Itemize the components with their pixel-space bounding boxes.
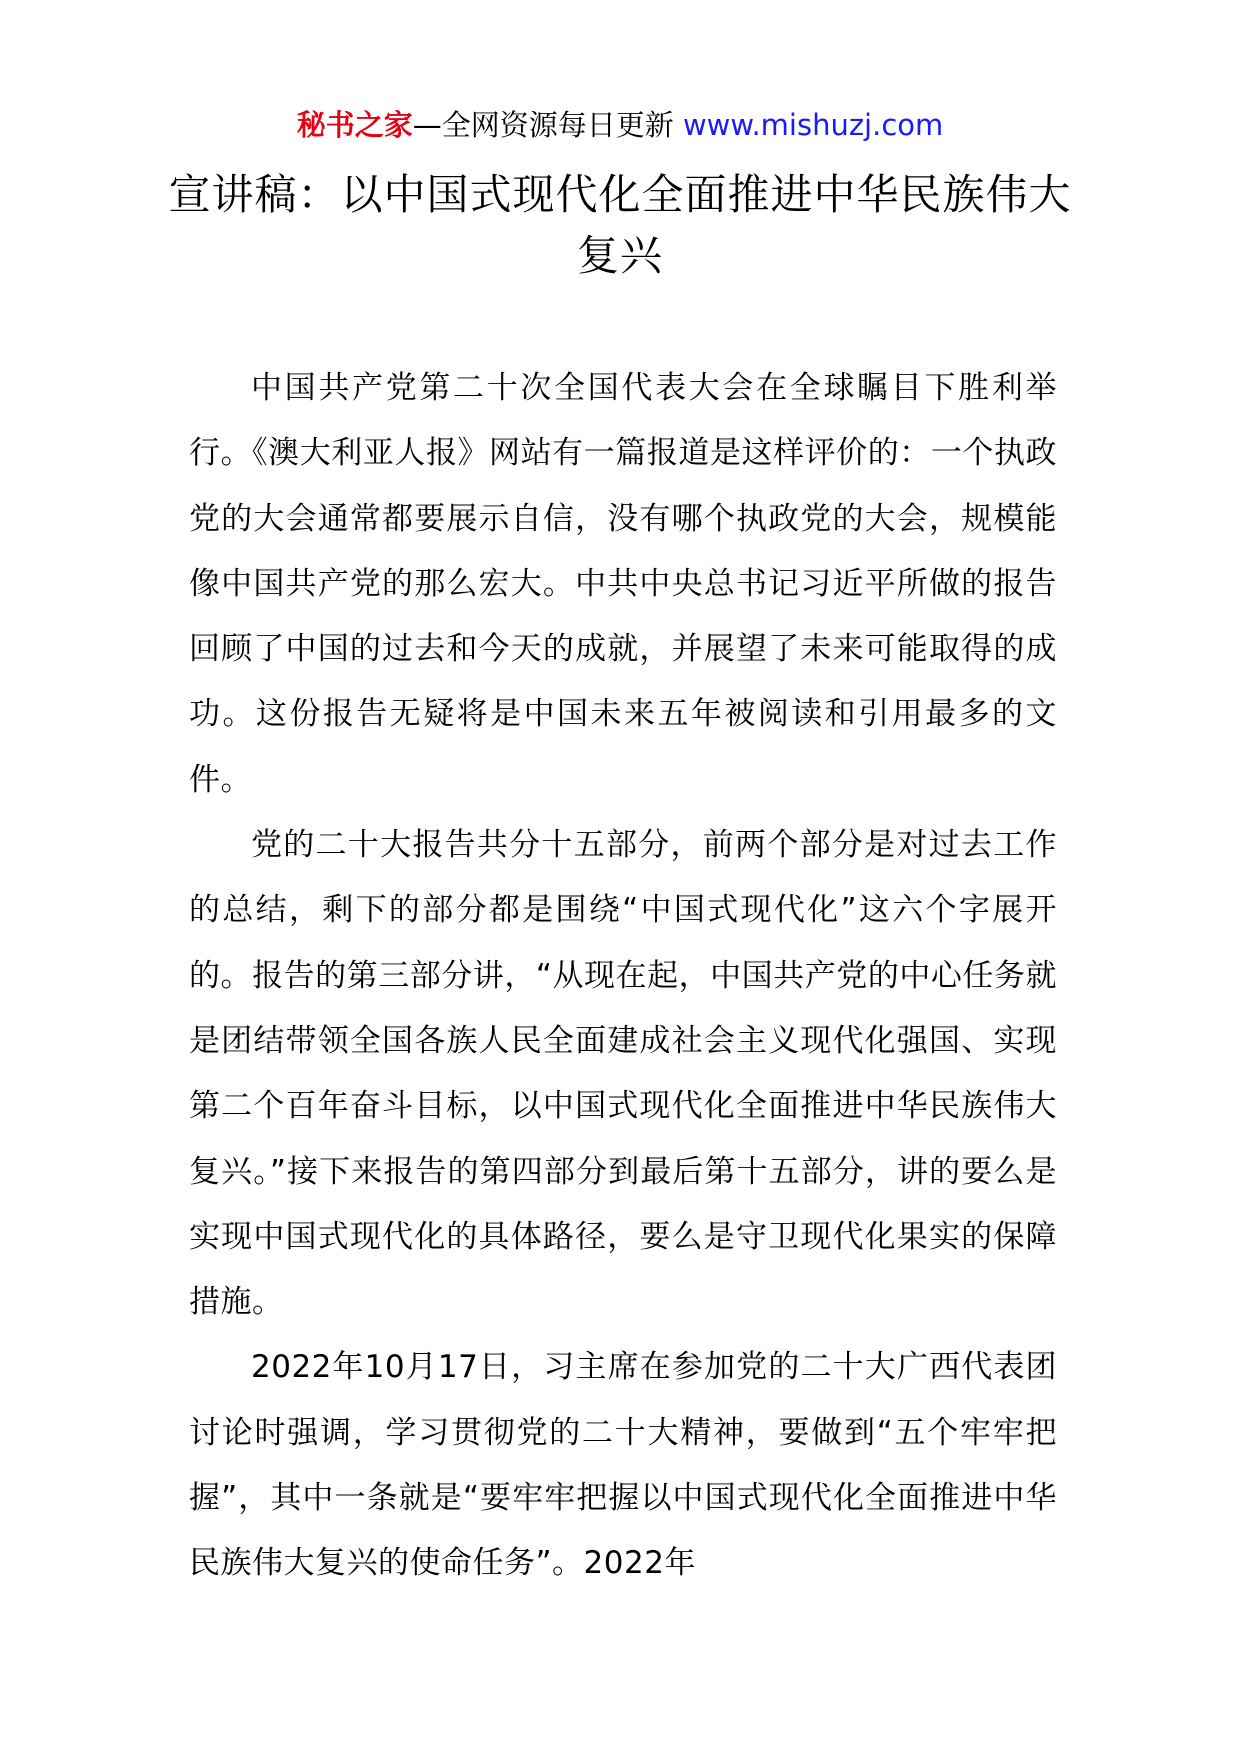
site-header (0, 100, 1240, 150)
document-body (189, 356, 1057, 1597)
paragraph: 党的二十大报告共分十五部分，前两个部分是对过去工作的总结，剩下的部分都是围绕“中国式现代化”这六个字展开的。报告的第三部分讲，“从现在起，中国共产党的中心任务就是团结带领全国各族人民全面建成社会主义现代化强国、实现第二个百年奋斗目标，以中国式现代化全面推进中华民族伟大复兴。”接下来报告的第四部分到最后第十五部分，讲的要么是实现中国式现代化的具体路径，要么是守卫现代化果实的保障措施。 (189, 827, 1057, 1321)
paragraph: 中国共产党第二十次全国代表大会在全球瞩目下胜利举行。《澳大利亚人报》网站有一篇报道是这样评价的：一个执政党的大会通常都要展示自信，没有哪个执政党的大会，规模能像中国共产党的那么宏大。中共中央总书记习近平所做的报告回顾了中国的过去和今天的成就，并展望了未来可能取得的成功。这份报告无疑将是中国未来五年被阅读和引用最多的文件。 (189, 370, 1057, 798)
site-url-link[interactable]: www.mishuzj.com (682, 108, 944, 142)
header-tagline: —全网资源每日更新 (412, 108, 674, 142)
brand-name: 秘书之家 (296, 108, 413, 142)
document-title: 宣讲稿：以中国式现代化全面推进中华民族伟大复兴 (168, 170, 1072, 280)
paragraph: 2022年10月17日，习主席在参加党的二十大广西代表团讨论时强调，学习贯彻党的二十大精神，要做到“五个牢牢把握”，其中一条就是“要牢牢把握以中国式现代化全面推进中华民族伟大复兴的使命任务”。2022年 (189, 1349, 1057, 1582)
